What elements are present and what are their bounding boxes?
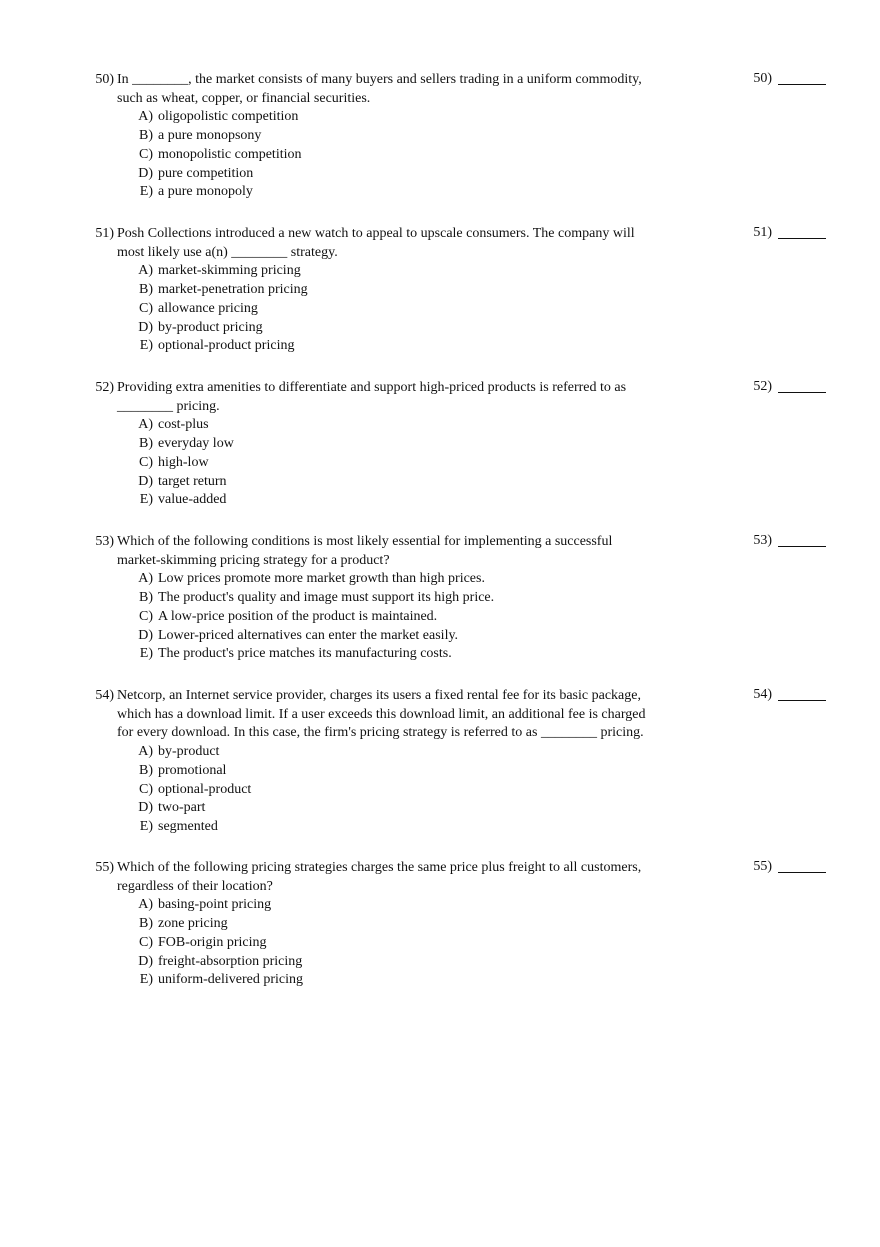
choice-letter: B) bbox=[139, 916, 153, 932]
answer-blank[interactable] bbox=[778, 83, 826, 85]
choice-text: a pure monopsony bbox=[158, 128, 262, 144]
choice-a bbox=[133, 108, 812, 127]
stem-line: Which of the following conditions is most likely essential for implementing a successful bbox=[117, 534, 613, 549]
question-52 bbox=[92, 379, 812, 510]
choice-text: market-penetration pricing bbox=[158, 282, 308, 298]
choice-b bbox=[133, 762, 812, 781]
choice-text: target return bbox=[158, 473, 227, 489]
answer-blank[interactable] bbox=[778, 237, 826, 239]
choice-text: monopolistic competition bbox=[158, 146, 302, 162]
choice-letter: B) bbox=[139, 128, 153, 144]
choice-c bbox=[133, 781, 812, 800]
answer-blank[interactable] bbox=[778, 871, 826, 873]
choice-list bbox=[133, 896, 812, 990]
answer-number: 54) bbox=[753, 687, 772, 702]
choice-text: cost-plus bbox=[158, 417, 209, 433]
question-55 bbox=[92, 859, 812, 990]
choice-text: everyday low bbox=[158, 436, 234, 452]
stem-line: Posh Collections introduced a new watch to appeal to upscale consumers. The company will bbox=[117, 226, 635, 241]
stem-line: market-skimming pricing strategy for a product? bbox=[117, 552, 390, 568]
choice-c bbox=[133, 608, 812, 627]
choice-b bbox=[133, 435, 812, 454]
choice-letter: B) bbox=[139, 590, 153, 606]
stem-line: such as wheat, copper, or financial securities. bbox=[117, 90, 371, 106]
answer-number: 52) bbox=[753, 379, 772, 394]
choice-b bbox=[133, 281, 812, 300]
question-stem bbox=[117, 379, 677, 416]
choice-letter: B) bbox=[139, 436, 153, 452]
choice-b bbox=[133, 127, 812, 146]
answer-slot-54 bbox=[750, 687, 826, 703]
choice-letter: C) bbox=[139, 454, 153, 470]
choice-e bbox=[133, 183, 812, 202]
question-stem bbox=[117, 687, 677, 743]
question-number: 54) bbox=[95, 688, 114, 703]
stem-line: In ________, the market consists of many buyers and sellers trading in a uniform commodity, bbox=[117, 72, 642, 87]
choice-text: Lower-priced alternatives can enter the market easily. bbox=[158, 627, 459, 643]
choice-letter: A) bbox=[138, 417, 153, 433]
choice-list bbox=[133, 108, 812, 202]
choice-text: by-product pricing bbox=[158, 319, 263, 335]
stem-line: ________ pricing. bbox=[117, 398, 220, 414]
choice-letter: A) bbox=[138, 571, 153, 587]
stem-line: regardless of their location? bbox=[117, 878, 273, 894]
choice-e bbox=[133, 645, 812, 664]
choice-text: pure competition bbox=[158, 165, 254, 181]
answer-slot-51 bbox=[750, 225, 826, 241]
choice-a bbox=[133, 743, 812, 762]
choice-list bbox=[133, 416, 812, 510]
choice-text: optional-product bbox=[158, 781, 252, 797]
choice-letter: E) bbox=[139, 646, 153, 662]
stem-line: which has a download limit. If a user exceeds this download limit, an additional fee is charged bbox=[117, 706, 646, 722]
choice-text: The product's quality and image must support its high price. bbox=[158, 590, 495, 606]
question-53 bbox=[92, 533, 812, 664]
choice-d bbox=[133, 165, 812, 184]
question-stem bbox=[117, 225, 677, 262]
choice-d bbox=[133, 627, 812, 646]
question-number: 50) bbox=[95, 72, 114, 87]
answer-slot-53 bbox=[750, 533, 826, 549]
choice-letter: C) bbox=[139, 300, 153, 316]
choice-a bbox=[133, 262, 812, 281]
choice-c bbox=[133, 146, 812, 165]
answer-number: 51) bbox=[753, 225, 772, 240]
choice-text: high-low bbox=[158, 454, 209, 470]
choice-letter: C) bbox=[139, 146, 153, 162]
choice-letter: E) bbox=[139, 492, 153, 508]
question-50 bbox=[92, 71, 812, 202]
stem-line: Providing extra amenities to differentiate and support high-priced products is referred to as bbox=[117, 380, 627, 395]
choice-text: value-added bbox=[158, 492, 227, 508]
choice-letter: E) bbox=[139, 818, 153, 834]
choice-text: FOB-origin pricing bbox=[158, 934, 267, 950]
choice-text: uniform-delivered pricing bbox=[158, 972, 304, 988]
question-51 bbox=[92, 225, 812, 356]
question-number: 51) bbox=[95, 226, 114, 241]
choice-a bbox=[133, 570, 812, 589]
answer-slot-50 bbox=[750, 71, 826, 87]
choice-d bbox=[133, 473, 812, 492]
choice-letter: A) bbox=[138, 109, 153, 125]
choice-list bbox=[133, 262, 812, 356]
choice-letter: A) bbox=[138, 744, 153, 760]
choice-text: oligopolistic competition bbox=[158, 109, 299, 125]
choice-e bbox=[133, 491, 812, 510]
choice-text: zone pricing bbox=[158, 916, 228, 932]
answer-slot-55 bbox=[750, 859, 826, 875]
answer-blank[interactable] bbox=[778, 391, 826, 393]
choice-letter: D) bbox=[138, 473, 153, 489]
choice-letter: C) bbox=[139, 781, 153, 797]
choice-c bbox=[133, 934, 812, 953]
question-54 bbox=[92, 687, 812, 837]
choice-e bbox=[133, 337, 812, 356]
choice-text: two-part bbox=[158, 800, 206, 816]
answer-blank[interactable] bbox=[778, 545, 826, 547]
choice-letter: D) bbox=[138, 953, 153, 969]
stem-line: most likely use a(n) ________ strategy. bbox=[117, 244, 338, 260]
choice-b bbox=[133, 915, 812, 934]
choice-letter: E) bbox=[139, 972, 153, 988]
stem-line: Netcorp, an Internet service provider, charges its users a fixed rental fee for its basic package, bbox=[117, 688, 641, 703]
choice-letter: B) bbox=[139, 282, 153, 298]
choice-text: Low prices promote more market growth than high prices. bbox=[158, 571, 485, 587]
choice-b bbox=[133, 589, 812, 608]
choice-text: market-skimming pricing bbox=[158, 263, 301, 279]
choice-c bbox=[133, 454, 812, 473]
choice-letter: D) bbox=[138, 800, 153, 816]
choice-d bbox=[133, 953, 812, 972]
choice-e bbox=[133, 971, 812, 990]
choice-letter: E) bbox=[139, 338, 153, 354]
choice-letter: D) bbox=[138, 627, 153, 643]
answer-number: 55) bbox=[753, 859, 772, 874]
question-stem bbox=[117, 71, 677, 108]
choice-text: basing-point pricing bbox=[158, 897, 272, 913]
choice-e bbox=[133, 818, 812, 837]
choice-a bbox=[133, 896, 812, 915]
choice-text: freight-absorption pricing bbox=[158, 953, 303, 969]
choice-list bbox=[133, 570, 812, 664]
choice-text: by-product bbox=[158, 744, 220, 760]
answer-number: 53) bbox=[753, 533, 772, 548]
question-number: 53) bbox=[95, 534, 114, 549]
choice-text: a pure monopoly bbox=[158, 184, 253, 200]
choice-text: The product's price matches its manufacturing costs. bbox=[158, 646, 452, 662]
choice-text: optional-product pricing bbox=[158, 338, 295, 354]
question-number: 55) bbox=[95, 860, 114, 875]
question-stem bbox=[117, 859, 677, 896]
choice-d bbox=[133, 799, 812, 818]
stem-line: Which of the following pricing strategies charges the same price plus freight to all customers, bbox=[117, 860, 642, 875]
choice-letter: E) bbox=[139, 184, 153, 200]
choice-letter: A) bbox=[138, 263, 153, 279]
choice-letter: D) bbox=[138, 319, 153, 335]
choice-text: A low-price position of the product is maintained. bbox=[158, 608, 438, 624]
choice-a bbox=[133, 416, 812, 435]
choice-text: promotional bbox=[158, 762, 227, 778]
choice-text: allowance pricing bbox=[158, 300, 258, 316]
choice-d bbox=[133, 319, 812, 338]
choice-letter: A) bbox=[138, 897, 153, 913]
choice-letter: D) bbox=[138, 165, 153, 181]
choice-letter: C) bbox=[139, 608, 153, 624]
choice-letter: B) bbox=[139, 762, 153, 778]
question-number: 52) bbox=[95, 380, 114, 395]
choice-c bbox=[133, 300, 812, 319]
choice-list bbox=[133, 743, 812, 837]
answer-number: 50) bbox=[753, 71, 772, 86]
answer-slot-52 bbox=[750, 379, 826, 395]
choice-letter: C) bbox=[139, 934, 153, 950]
stem-line: for every download. In this case, the firm's pricing strategy is referred to as ________ pricing. bbox=[117, 725, 644, 741]
answer-blank[interactable] bbox=[778, 699, 826, 701]
choice-text: segmented bbox=[158, 818, 218, 834]
question-stem bbox=[117, 533, 677, 570]
